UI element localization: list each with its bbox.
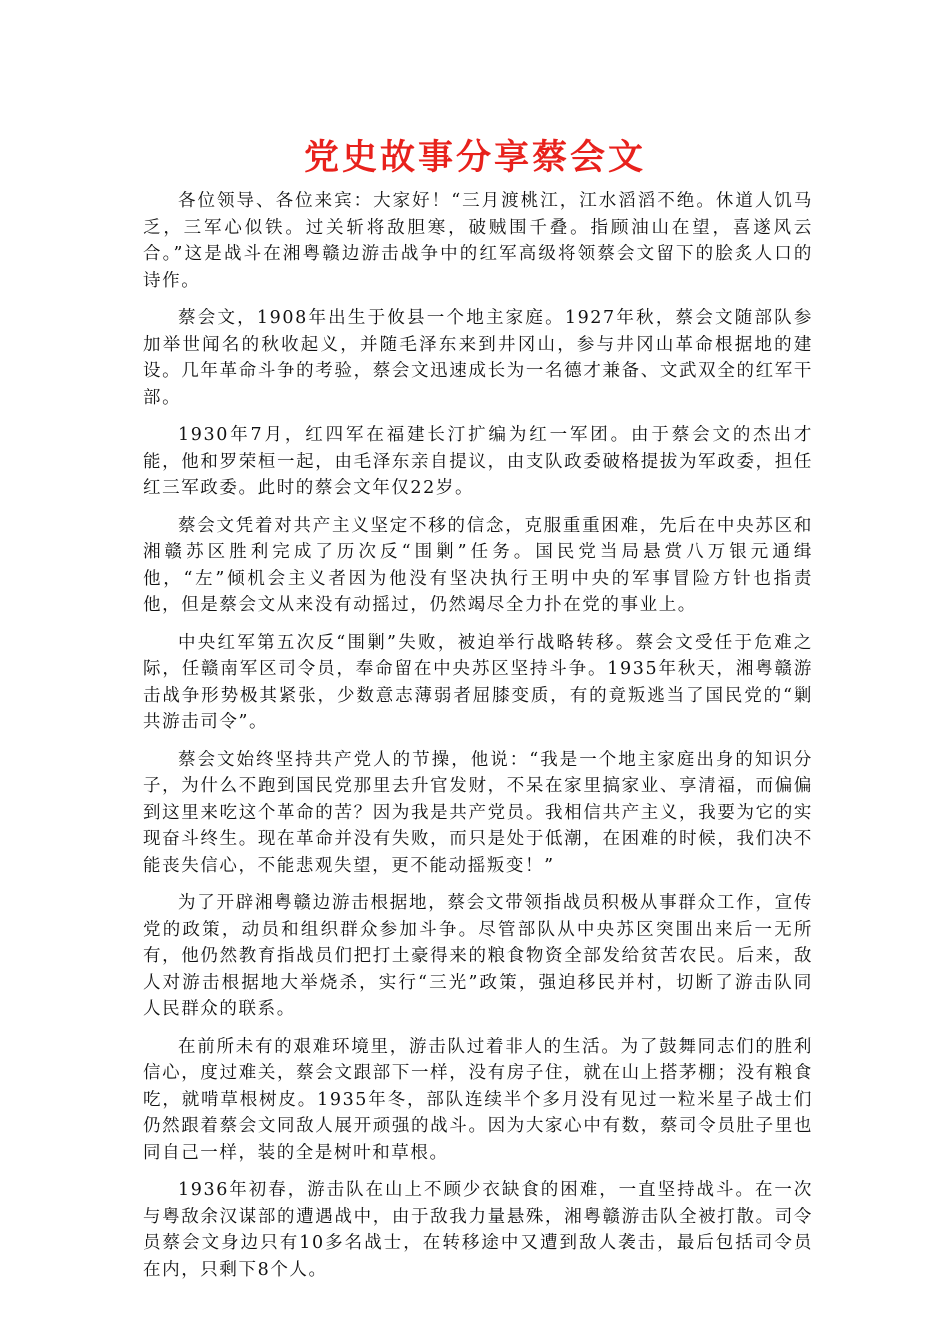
paragraph-8: 在前所未有的艰难环境里，游击队过着非人的生活。为了鼓舞同志们的胜利信心，度过难关，蔡会文跟部下一样，没有房子住，就在山上搭茅棚；没有粮食吃，就啃草根树皮。1935年冬，部队连续半个多月没有见过一粒米星子战士们仍然跟着蔡会文同敌人展开顽强的战斗。因为大家心中有数，蔡司令员肚子里也同自己一样，装的全是树叶和草根。 (143, 1036, 813, 1163)
paragraph-2: 蔡会文，1908年出生于攸县一个地主家庭。1927年秋，蔡会文随部队参加举世闻名的秋收起义，并随毛泽东来到井冈山，参与井冈山革命根据地的建设。几年革命斗争的考验，蔡会文迅速成长为一名德才兼备、文武双全的红军干部。 (143, 308, 813, 408)
paragraph-6: 蔡会文始终坚持共产党人的节操，他说：“我是一个地主家庭出身的知识分子，为什么不跑到国民党那里去升官发财，不呆在家里搞家业、享清福，而偏偏到这里来吃这个革命的苦？因为我是共产党员。我相信共产主义，我要为它的实现奋斗终生。现在革命并没有失败，而只是处于低潮，在困难的时候，我们决不能丧失信心，不能悲观失望，更不能动摇叛变！” (143, 749, 813, 876)
paragraph-9: 1936年初春，游击队在山上不顾少衣缺食的困难，一直坚持战斗。在一次与粤敌余汉谋部的遭遇战中，由于敌我力量悬殊，湘粤赣游击队全被打散。司令员蔡会文身边只有10多名战士，在转移途中又遭到敌人袭击，最后包括司令员在内，只剩下8个人。 (143, 1180, 813, 1280)
paragraph-3: 1930年7月，红四军在福建长汀扩编为红一军团。由于蔡会文的杰出才能，他和罗荣桓一起，由毛泽东亲自提议，由支队政委破格提拔为军政委，担任红三军政委。此时的蔡会文年仅22岁。 (143, 425, 813, 498)
paragraph-1: 各位领导、各位来宾：大家好！“三月渡桃江，江水滔滔不绝。休道人饥马乏，三军心似铁。过关斩将敌胆寒，破贼围千叠。指顾油山在望，喜遂风云合。”这是战斗在湘粤赣边游击战争中的红军高级将领蔡会文留下的脍炙人口的诗作。 (143, 191, 813, 291)
paragraph-5: 中央红军第五次反“围剿”失败，被迫举行战略转移。蔡会文受任于危难之际，任赣南军区司令员，奉命留在中央苏区坚持斗争。1935年秋天，湘粤赣游击战争形势极其紧张，少数意志薄弱者屈膝变质，有的竟叛逃当了国民党的“剿共游击司令”。 (143, 632, 813, 732)
document-body (143, 188, 813, 1294)
document-title: 党史故事分享蔡会文 (303, 137, 646, 178)
paragraph-4: 蔡会文凭着对共产主义坚定不移的信念，克服重重困难，先后在中央苏区和湘赣苏区胜利完成了历次反“围剿”任务。国民党当局悬赏八万银元通缉他，“左”倾机会主义者因为他没有坚决执行王明中央的军事冒险方针也指责他，但是蔡会文从来没有动摇过，仍然竭尽全力扑在党的事业上。 (143, 515, 813, 615)
paragraph-7: 为了开辟湘粤赣边游击根据地，蔡会文带领指战员积极从事群众工作，宣传党的政策，动员和组织群众参加斗争。尽管部队从中央苏区突围出来后一无所有，他仍然教育指战员们把打土豪得来的粮食物资全部发给贫苦农民。后来，敌人对游击根据地大举烧杀，实行“三光”政策，强迫移民并村，切断了游击队同人民群众的联系。 (143, 893, 813, 1019)
